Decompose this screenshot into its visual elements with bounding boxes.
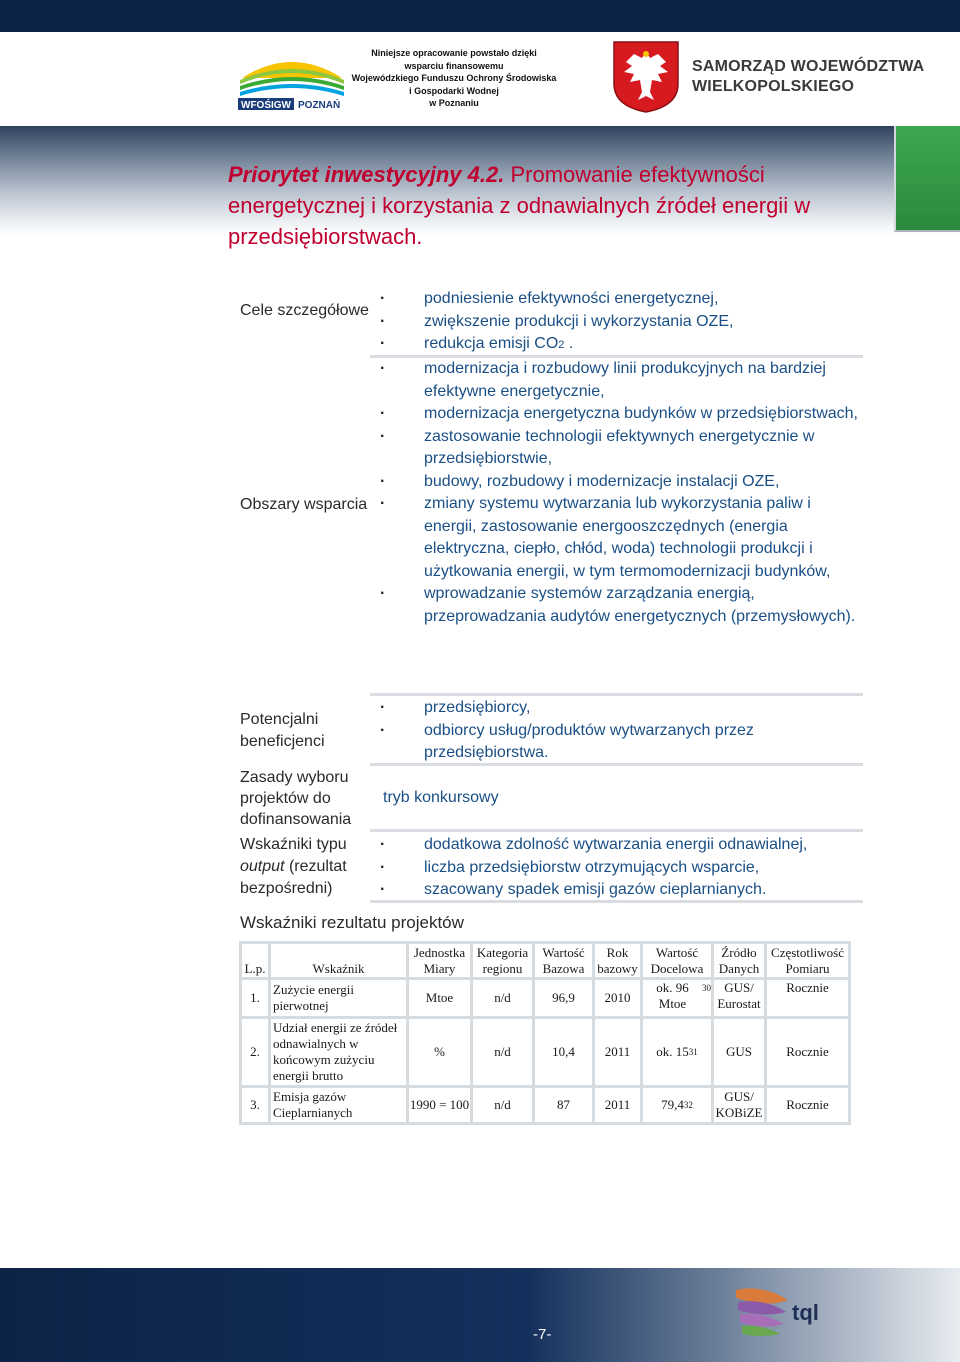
funding-line: Niniejsze opracowanie powstało dzięki — [371, 48, 537, 58]
header-cell: Rok bazowy — [595, 944, 640, 977]
co2-text: redukcja emisji CO — [424, 335, 559, 352]
list-item: · modernizacja i rozbudowy linii produkcyjnych na bardziej efektywne energetycznie, — [370, 358, 860, 403]
list-item: · budowy, rozbudowy i modernizacje instalacji OZE, — [370, 471, 860, 494]
funding-line: w Poznaniu — [429, 98, 479, 109]
header-cell: Jednostka Miary — [409, 944, 470, 977]
page-title — [228, 159, 868, 252]
row-number: 3. — [242, 1088, 268, 1122]
svg-text:WFOŚIGW: WFOŚIGW — [241, 100, 291, 111]
indicator-name: Emisja gazów Cieplarnianych — [271, 1088, 406, 1122]
list-item — [370, 333, 860, 357]
list-item: · wprowadzanie systemów zarządzania energią, przeprowadzania audytów energetycznych (przemysłowych). — [370, 583, 860, 628]
header-cell: Wartość Docelowa — [643, 944, 711, 977]
target-value — [643, 1019, 711, 1085]
base-year: 2011 — [595, 1019, 640, 1085]
output-indicators-label — [240, 834, 370, 900]
samorzad-wojewodztwa-logo — [692, 57, 924, 97]
header-cell: Częstotliwość Pomiaru — [767, 944, 848, 977]
beneficiaries-label: Potencjalni beneficjenci — [240, 711, 325, 750]
header-cell: Źródło Danych — [714, 944, 764, 977]
footnote-ref: 30 — [702, 983, 711, 993]
goals-label: Cele szczegółowe — [240, 302, 369, 319]
svg-text:POZNAŃ: POZNAŃ — [298, 100, 341, 111]
header-cell: Wartość Bazowa — [535, 944, 592, 977]
base-value: 10,4 — [535, 1019, 592, 1085]
data-source: GUS/ KOBiZE — [715, 1089, 763, 1120]
list-item: · zwiększenie produkcji i wykorzystania OZE, — [370, 311, 860, 334]
selection-mode: tryb konkursowy — [383, 789, 499, 806]
row-divider — [370, 829, 863, 832]
wfosigw-logo — [236, 50, 348, 112]
row-divider — [370, 900, 863, 903]
list-item: · szacowany spadek emisji gazów cieplarnianych. — [370, 879, 860, 902]
co2-subscript: 2 — [558, 339, 565, 351]
row-number: 2. — [242, 1019, 268, 1085]
samorzad-line1: SAMORZĄD WOJEWÓDZTWA — [692, 58, 925, 75]
list-item: · dodatkowa zdolność wytwarzania energii odnawialnej, — [370, 834, 860, 857]
green-side-tab — [894, 126, 960, 232]
measure-frequency: Rocznie — [767, 980, 848, 1016]
target-text: ok. 15 — [656, 1044, 689, 1059]
region-category: n/d — [473, 1088, 532, 1122]
header-cell: Kategoria regionu — [473, 944, 532, 977]
label-text: (rezultat bezpośredni) — [240, 858, 347, 897]
wfos-funding-note — [346, 47, 562, 110]
label-text: Wskaźniki typu — [240, 836, 347, 853]
list-item: · podniesienie efektywności energetycznej, — [370, 288, 860, 311]
list-item: · zastosowanie technologii efektywnych energetycznie w przedsiębiorstwie, — [370, 426, 860, 471]
target-text: 79,4 — [661, 1097, 684, 1112]
base-year: 2010 — [595, 980, 640, 1016]
unit: 1990 = 100 — [409, 1088, 470, 1122]
region-category: n/d — [473, 980, 532, 1016]
output-indicators-list — [370, 834, 860, 902]
beneficiaries-list — [370, 697, 860, 765]
tql-logo-text: tql — [792, 1300, 819, 1325]
target-value — [643, 980, 711, 1016]
data-source: GUS — [714, 1019, 764, 1085]
base-year: 2011 — [595, 1088, 640, 1122]
support-areas-list — [370, 358, 860, 628]
measure-frequency: Rocznie — [767, 1019, 848, 1085]
target-value — [643, 1088, 711, 1122]
samorzad-line2: WIELKOPOLSKIEGO — [692, 78, 855, 95]
list-item: · odbiorcy usług/produktów wytwarzanych przez przedsiębiorstwa. — [370, 720, 860, 765]
data-source: GUS/ Eurostat — [714, 980, 764, 1016]
goals-list — [370, 288, 860, 357]
row-divider — [370, 693, 863, 696]
results-section-title: Wskaźniki rezultatu projektów — [240, 913, 464, 932]
results-table — [239, 941, 851, 1125]
unit: Mtoe — [409, 980, 470, 1016]
measure-frequency: Rocznie — [767, 1088, 848, 1122]
list-item: · przedsiębiorcy, — [370, 697, 860, 720]
indicator-name: Udział energii ze źródeł odnawialnych w końcowym zużyciu energii brutto — [271, 1019, 406, 1085]
row-divider — [370, 763, 863, 766]
list-item: · modernizacja energetyczna budynków w przedsiębiorstwach, — [370, 403, 860, 426]
base-value: 96,9 — [535, 980, 592, 1016]
base-value: 87 — [535, 1088, 592, 1122]
page-number: -7- — [533, 1326, 552, 1343]
co2-suffix: . — [564, 335, 574, 352]
funding-line: Wojewódzkiego Funduszu Ochrony Środowiska — [351, 73, 557, 84]
footnote-ref: 32 — [683, 1100, 693, 1110]
list-item: · zmiany systemu wytwarzania lub wykorzystania paliw i energii, zastosowanie energooszczędnych (energia elektryczna, ciepło, chłód, woda) technologii produkcji i użytkowania energii, w tym termomodernizacji budynków, — [370, 493, 860, 583]
priority-number: Priorytet inwestycyjny 4.2. — [228, 162, 505, 187]
indicator-name: Zużycie energii pierwotnej — [271, 980, 406, 1016]
support-areas-label: Obszary wsparcia — [240, 496, 368, 513]
header-cell: L.p. — [242, 944, 268, 977]
row-number: 1. — [242, 980, 268, 1016]
selection-rules-label: Zasady wyboru projektów do dofinansowania — [240, 769, 352, 828]
funding-line: i Gospodarki Wodnej — [409, 85, 499, 96]
priority-name: Promowanie efektywności energetycznej i korzystania z odnawialnych źródeł energii w przedsiębiorstwach. — [228, 162, 811, 249]
unit: % — [409, 1019, 470, 1085]
label-italic: output — [240, 858, 285, 875]
top-bar — [0, 0, 960, 32]
target-text: ok. 96 Mtoe — [656, 980, 689, 1011]
list-item: · liczba przedsiębiorstw otrzymujących wsparcie, — [370, 857, 860, 880]
funding-line: wsparciu finansowemu — [404, 60, 504, 71]
header-cell: Wskaźnik — [271, 944, 406, 977]
footnote-ref: 31 — [688, 1047, 698, 1057]
region-category: n/d — [473, 1019, 532, 1085]
eagle-crest-icon — [612, 40, 680, 114]
